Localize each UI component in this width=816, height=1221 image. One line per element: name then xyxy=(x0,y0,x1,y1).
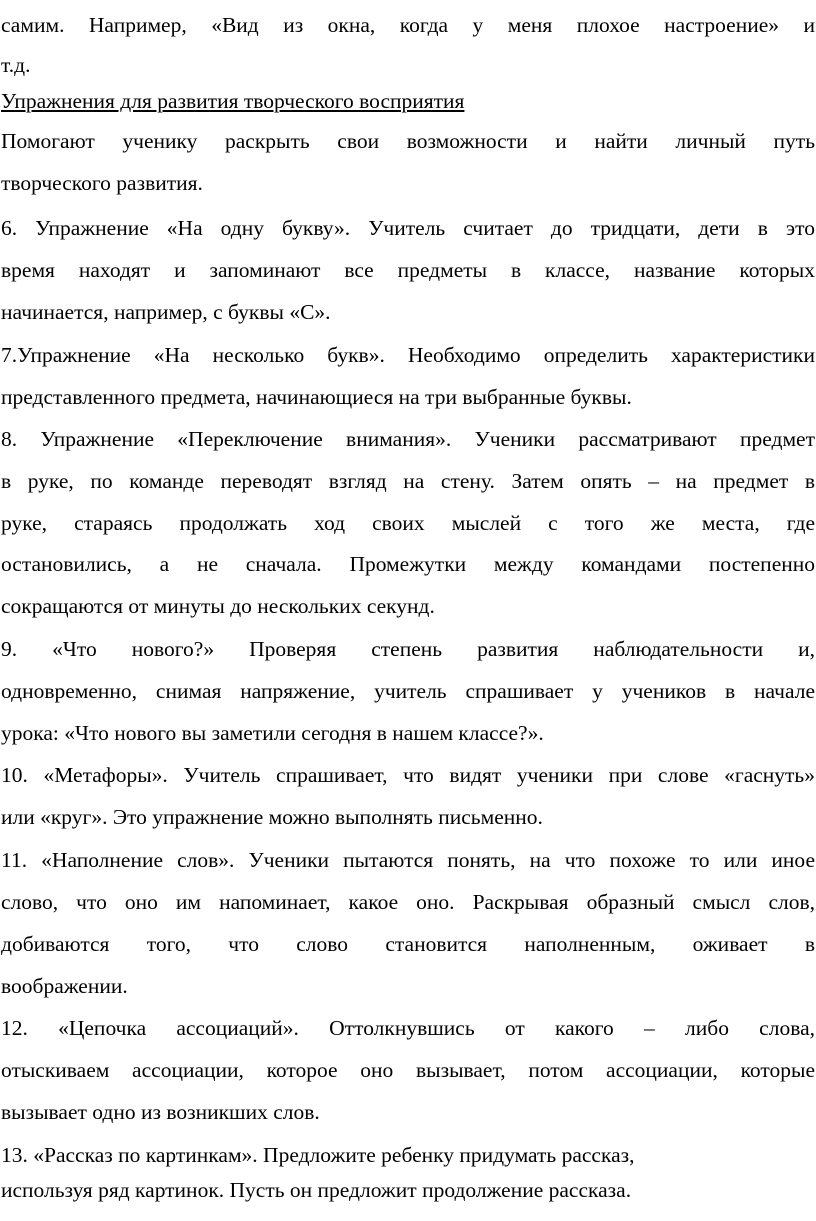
exercise-11-line-2: слово, что оно им напоминает, какое оно. Раскрывая образный смысл слов, xyxy=(1,890,815,914)
exercise-8-line-5: сокращаются от минуты до нескольких секунд. xyxy=(1,594,435,618)
exercise-11-line-4: воображении. xyxy=(1,974,128,998)
exercise-13-line-1: 13. «Рассказ по картинкам». Предложите ребенку придумать рассказ, xyxy=(1,1143,635,1167)
intro-tail-line-2: т.д. xyxy=(1,53,31,77)
exercise-8-line-4: остановились, а не сначала. Промежутки между командами постепенно xyxy=(1,552,815,576)
exercise-13-line-2: используя ряд картинок. Пусть он предложит продолжение рассказа. xyxy=(1,1178,632,1202)
exercise-11-line-1: 11. «Наполнение слов». Ученики пытаются понять, на что похоже то или иное xyxy=(1,848,815,872)
exercise-10-line-1: 10. «Метафоры». Учитель спрашивает, что видят ученики при слове «гаснуть» xyxy=(1,763,815,787)
exercise-6-line-2: время находят и запоминают все предметы в классе, название которых xyxy=(1,258,815,282)
exercise-10-line-2: или «круг». Это упражнение можно выполнять письменно. xyxy=(1,805,543,829)
exercise-11-line-3: добиваются того, что слово становится наполненным, оживает в xyxy=(1,932,815,956)
exercise-9-line-3: урока: «Что нового вы заметили сегодня в нашем классе?». xyxy=(1,721,544,745)
exercise-8-line-1: 8. Упражнение «Переключение внимания». Ученики рассматривают предмет xyxy=(1,427,815,451)
exercise-7-line-1: 7.Упражнение «На несколько букв». Необходимо определить характеристики xyxy=(1,343,815,367)
section-heading: Упражнения для развития творческого восприятия xyxy=(1,89,465,113)
exercise-9-line-1: 9. «Что нового?» Проверяя степень развития наблюдательности и, xyxy=(1,637,815,661)
exercise-6-line-1: 6. Упражнение «На одну букву». Учитель считает до тридцати, дети в это xyxy=(1,216,815,240)
section-intro-line-2: творческого развития. xyxy=(1,171,203,195)
exercise-12-line-3: вызывает одно из возникших слов. xyxy=(1,1100,320,1124)
exercise-12-line-2: отыскиваем ассоциации, которое оно вызывает, потом ассоциации, которые xyxy=(1,1058,815,1082)
section-intro-line-1: Помогают ученику раскрыть свои возможности и найти личный путь xyxy=(1,129,815,153)
exercise-12-line-1: 12. «Цепочка ассоциаций». Оттолкнувшись от какого – либо слова, xyxy=(1,1016,815,1040)
exercise-7-line-2: представленного предмета, начинающиеся на три выбранные буквы. xyxy=(1,385,632,409)
exercise-8-line-3: руке, стараясь продолжать ход своих мыслей с того же места, где xyxy=(1,511,815,535)
exercise-9-line-2: одновременно, снимая напряжение, учитель спрашивает у учеников в начале xyxy=(1,679,815,703)
intro-tail-line-1: самим. Например, «Вид из окна, когда у меня плохое настроение» и xyxy=(1,13,815,37)
exercise-8-line-2: в руке, по команде переводят взгляд на стену. Затем опять – на предмет в xyxy=(1,469,815,493)
exercise-6-line-3: начинается, например, с буквы «С». xyxy=(1,300,331,324)
